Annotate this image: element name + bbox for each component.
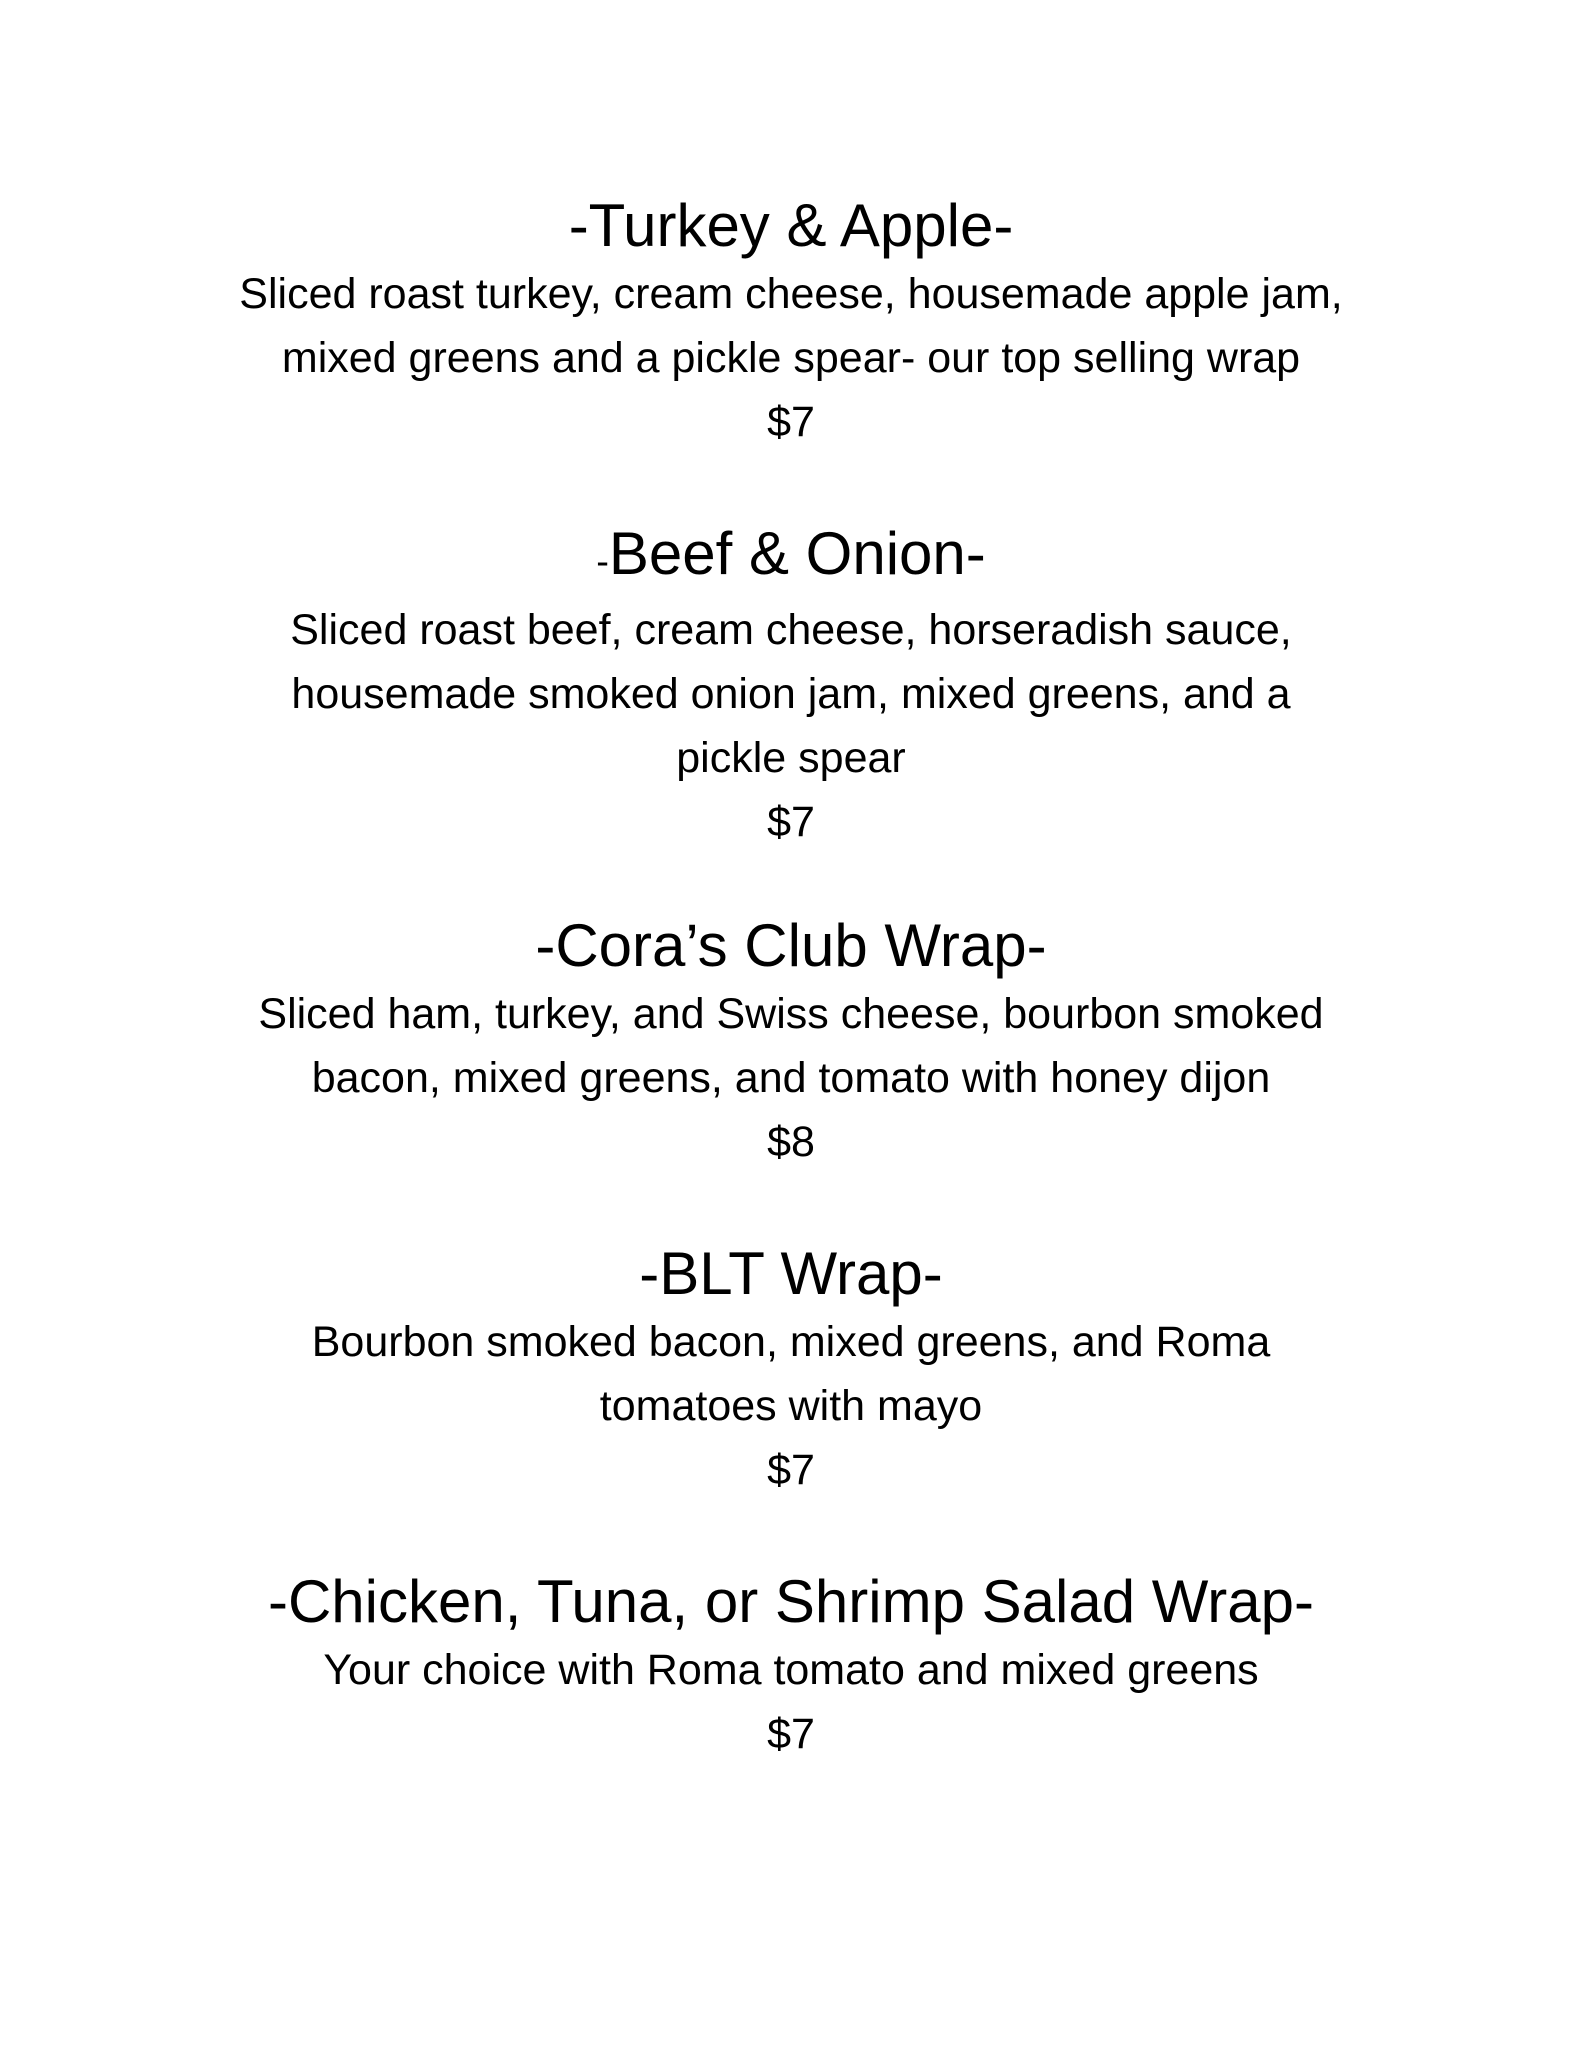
title-dash: -	[596, 541, 609, 583]
menu-item-title	[0, 518, 1582, 598]
menu-item-turkey-apple	[0, 190, 1582, 454]
menu-item-price: $7	[767, 1710, 815, 1758]
menu-item-price: $7	[767, 398, 815, 446]
menu-item-title: -BLT Wrap-	[639, 1240, 943, 1307]
menu-item-description: Bourbon smoked bacon, mixed greens, and Roma tomatoes with mayo	[311, 1318, 1271, 1430]
menu-item-coras-club-wrap	[0, 910, 1582, 1174]
menu-item-price: $7	[767, 798, 815, 846]
menu-item-blt-wrap	[0, 1238, 1582, 1502]
menu-item-description: Sliced roast beef, cream cheese, horseradish sauce, housemade smoked onion jam, mixed greens, and a pickle spear	[290, 606, 1292, 782]
menu-item-description: Your choice with Roma tomato and mixed greens	[323, 1646, 1259, 1694]
menu-item-title: -Turkey & Apple-	[568, 192, 1014, 259]
menu-item-description: Sliced roast turkey, cream cheese, housemade apple jam, mixed greens and a pickle spear- our top selling wrap	[239, 270, 1343, 382]
menu-item-salad-wrap	[0, 1566, 1582, 1766]
menu-item-price: $7	[767, 1446, 815, 1494]
title-text: Beef & Onion-	[608, 520, 986, 587]
menu-item-beef-onion	[0, 518, 1582, 854]
menu-item-price: $8	[767, 1118, 815, 1166]
menu-item-title: -Chicken, Tuna, or Shrimp Salad Wrap-	[268, 1568, 1314, 1635]
menu-item-description: Sliced ham, turkey, and Swiss cheese, bourbon smoked bacon, mixed greens, and tomato with honey dijon	[258, 990, 1324, 1102]
menu-item-title: -Cora’s Club Wrap-	[535, 912, 1047, 979]
